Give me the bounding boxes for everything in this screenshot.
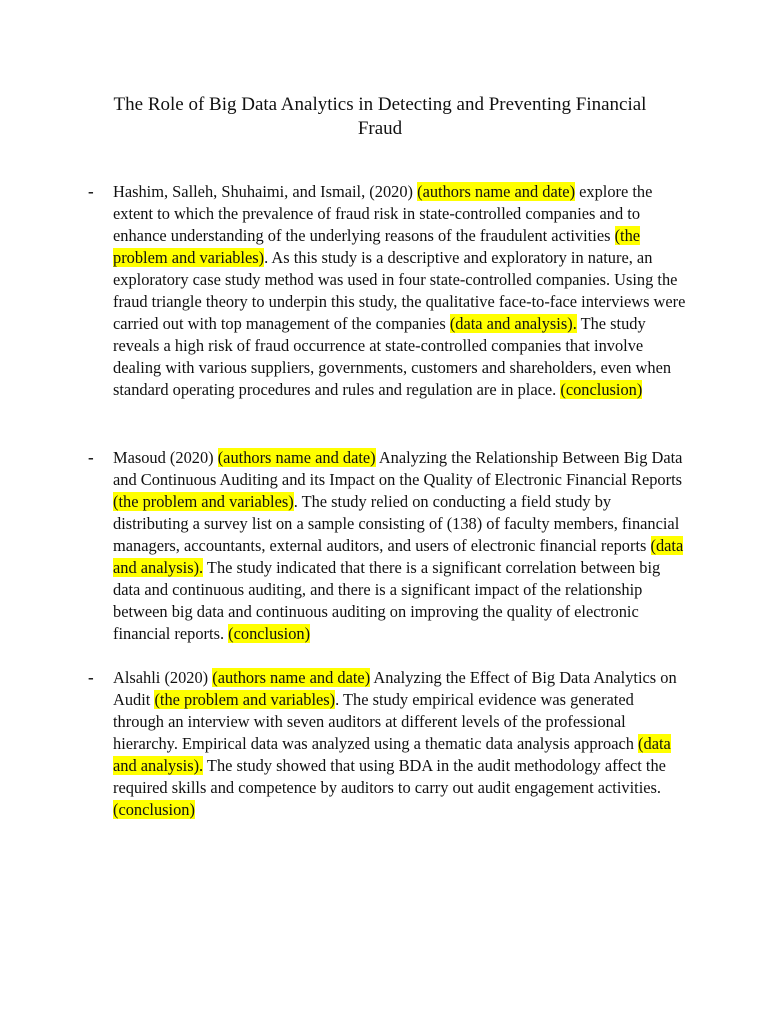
entry-data-text: . The study empirical evidence was generated through an interview with seven auditors at different levels of the professional hierarchy. Empirical data was analyzed using a thematic data analysis approach — [113, 690, 639, 753]
entry-authors: Hashim, Salleh, Shuhaimi, and Ismail, (2020) — [113, 182, 418, 201]
tag-authors: (authors name and date) — [212, 668, 371, 687]
entry-problem-text: explore the extent to which the prevalence of fraud risk in state-controlled companies and to enhance understanding of the underlying reasons of the fraudulent activities — [113, 182, 653, 245]
entry-conclusion-text: The study reveals a high risk of fraud occurrence at state-controlled companies that involve dealing with various suppliers, governments, customers and shareholders, even when standard operating procedures and rules and regulation are in place. — [113, 314, 672, 399]
entry-authors: Masoud (2020) — [113, 448, 218, 467]
tag-problem: (the problem and variables) — [113, 226, 641, 267]
tag-conclusion: (conclusion) — [560, 380, 643, 399]
bullet-marker: - — [88, 448, 94, 467]
tag-conclusion: (conclusion) — [228, 624, 311, 643]
literature-entry — [113, 447, 688, 645]
entry-authors: Alsahli (2020) — [113, 668, 213, 687]
entry-data-text: . The study relied on conducting a field study by distributing a survey list on a sample consisting of (138) of faculty members, financial managers, accountants, external auditors, and users of electronic financial reports — [113, 492, 680, 555]
entry-problem-text: Analyzing the Effect of Big Data Analytics on Audit — [113, 668, 677, 709]
tag-problem: (the problem and variables) — [113, 492, 294, 511]
tag-data: (data and analysis). — [113, 536, 684, 577]
bullet-marker: - — [88, 668, 94, 687]
entry-conclusion-text: The study indicated that there is a significant correlation between big data and continuous auditing, and there is a significant impact of the relationship between big data and continuous auditing on improving the quality of electronic financial reports. — [113, 558, 661, 643]
literature-entry — [113, 667, 688, 821]
entry-problem-text: Analyzing the Relationship Between Big Data and Continuous Auditing and its Impact on the Quality of Electronic Financial Reports — [113, 448, 683, 489]
tag-data: (data and analysis). — [449, 314, 577, 333]
tag-authors: (authors name and date) — [417, 182, 576, 201]
bullet-marker: - — [88, 182, 94, 201]
document-title: The Role of Big Data Analytics in Detecting and Preventing Financial Fraud — [113, 94, 647, 139]
tag-data: (data and analysis). — [113, 734, 671, 775]
tag-problem: (the problem and variables) — [154, 690, 336, 709]
tag-authors: (authors name and date) — [217, 448, 376, 467]
tag-conclusion: (conclusion) — [113, 800, 195, 819]
literature-entry — [113, 181, 688, 401]
entry-conclusion-text: The study showed that using BDA in the audit methodology affect the required skills and competence by auditors to carry out audit engagement activities. — [113, 756, 666, 797]
entry-data-text: . As this study is a descriptive and exploratory in nature, an exploratory case study method was used in four state-controlled companies. Using the fraud triangle theory to underpin this study, the qualitative face-to-face interviews were carried out with top management of the companies — [113, 248, 686, 333]
